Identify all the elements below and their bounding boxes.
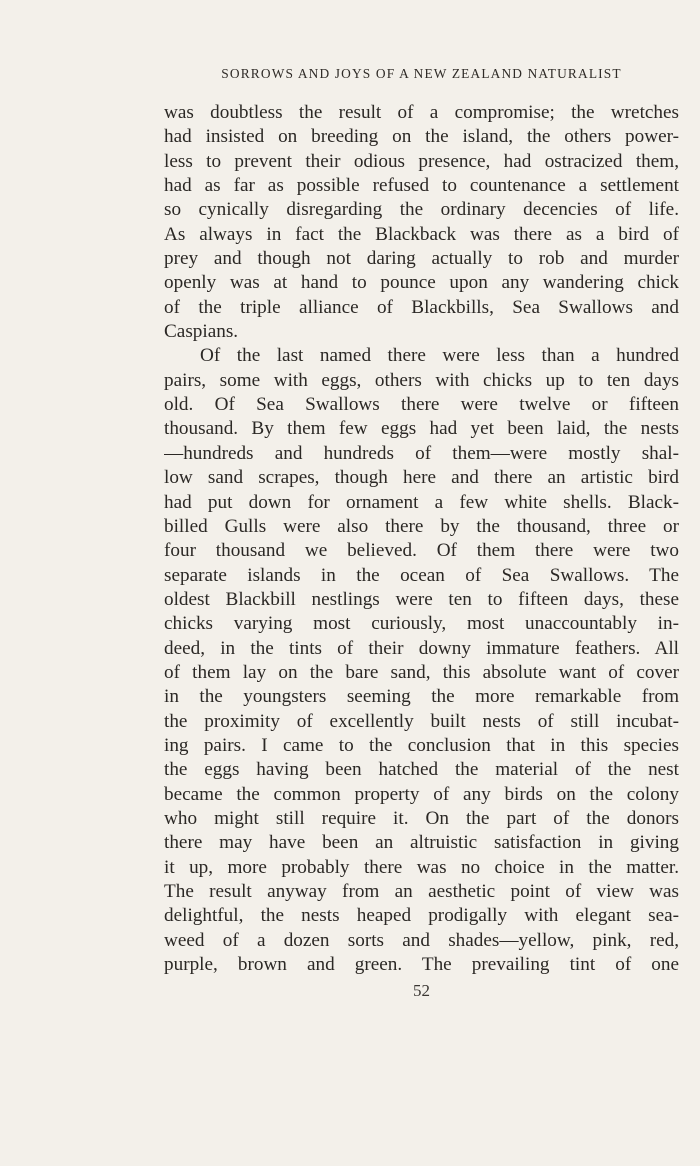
text-line: thousand. By them few eggs had yet been laid, the nests xyxy=(164,418,679,440)
text-line: As always in fact the Blackback was there as a bird of xyxy=(164,223,679,245)
text-line-paragraph-end: Caspians. xyxy=(164,321,239,343)
text-line: chicks varying most curiously, most unaccountably in- xyxy=(164,613,679,635)
text-line: The result anyway from an aesthetic point of view was xyxy=(164,881,679,902)
text-line: had as far as possible refused to countenance a settlement xyxy=(164,175,679,197)
body-text xyxy=(164,101,679,977)
text-line: became the common property of any birds on the colony xyxy=(164,783,679,805)
text-line: separate islands in the ocean of Sea Swallows. The xyxy=(164,564,679,586)
text-line: four thousand we believed. Of them there were two xyxy=(164,540,679,562)
text-line: old. Of Sea Swallows there were twelve or fifteen xyxy=(164,394,679,416)
text-line: billed Gulls were also there by the thousand, three or xyxy=(164,515,679,537)
text-line: oldest Blackbill nestlings were ten to fifteen days, these xyxy=(164,588,679,610)
text-line: ing pairs. I came to the conclusion that in this species xyxy=(164,734,679,756)
text-line: prey and though not daring actually to rob and murder xyxy=(164,248,679,270)
text-line: of them lay on the bare sand, this absolute want of cover xyxy=(164,661,679,683)
text-line: who might still require it. On the part of the donors xyxy=(164,807,679,829)
text-line: had put down for ornament a few white shells. Black- xyxy=(164,491,679,513)
text-line: was doubtless the result of a compromise; the wretches xyxy=(164,102,679,123)
text-line: openly was at hand to pounce upon any wandering chick xyxy=(164,272,679,294)
text-line: weed of a dozen sorts and shades—yellow, pink, red, xyxy=(164,929,679,951)
text-line: had insisted on breeding on the island, the others power- xyxy=(164,126,679,148)
text-line: deed, in the tints of their downy immature feathers. All xyxy=(164,637,679,659)
text-line: —hundreds and hundreds of them—were mostly shal- xyxy=(164,442,679,464)
running-head: SORROWS AND JOYS OF A NEW ZEALAND NATURALIST xyxy=(221,66,622,81)
text-line: of the triple alliance of Blackbills, Sea Swallows and xyxy=(164,296,679,318)
text-line: in the youngsters seeming the more remarkable from xyxy=(164,686,679,708)
text-line: the eggs having been hatched the material of the nest xyxy=(164,759,679,781)
text-line: pairs, some with eggs, others with chicks up to ten days xyxy=(164,369,679,391)
text-line: delightful, the nests heaped prodigally with elegant sea- xyxy=(164,905,679,927)
text-line: there may have been an altruistic satisfaction in giving xyxy=(164,832,679,854)
text-line: less to prevent their odious presence, had ostracized them, xyxy=(164,150,679,172)
text-line: so cynically disregarding the ordinary decencies of life. xyxy=(164,199,679,221)
page-number: 52 xyxy=(413,981,430,1000)
text-line: low sand scrapes, though here and there an artistic bird xyxy=(164,467,679,489)
text-line-paragraph-start: Of the last named there were less than a hundred xyxy=(200,345,679,367)
text-line: the proximity of excellently built nests of still incubat- xyxy=(164,710,679,732)
text-line: purple, brown and green. The prevailing tint of one xyxy=(164,954,679,976)
text-line: it up, more probably there was no choice in the matter. xyxy=(164,856,679,878)
